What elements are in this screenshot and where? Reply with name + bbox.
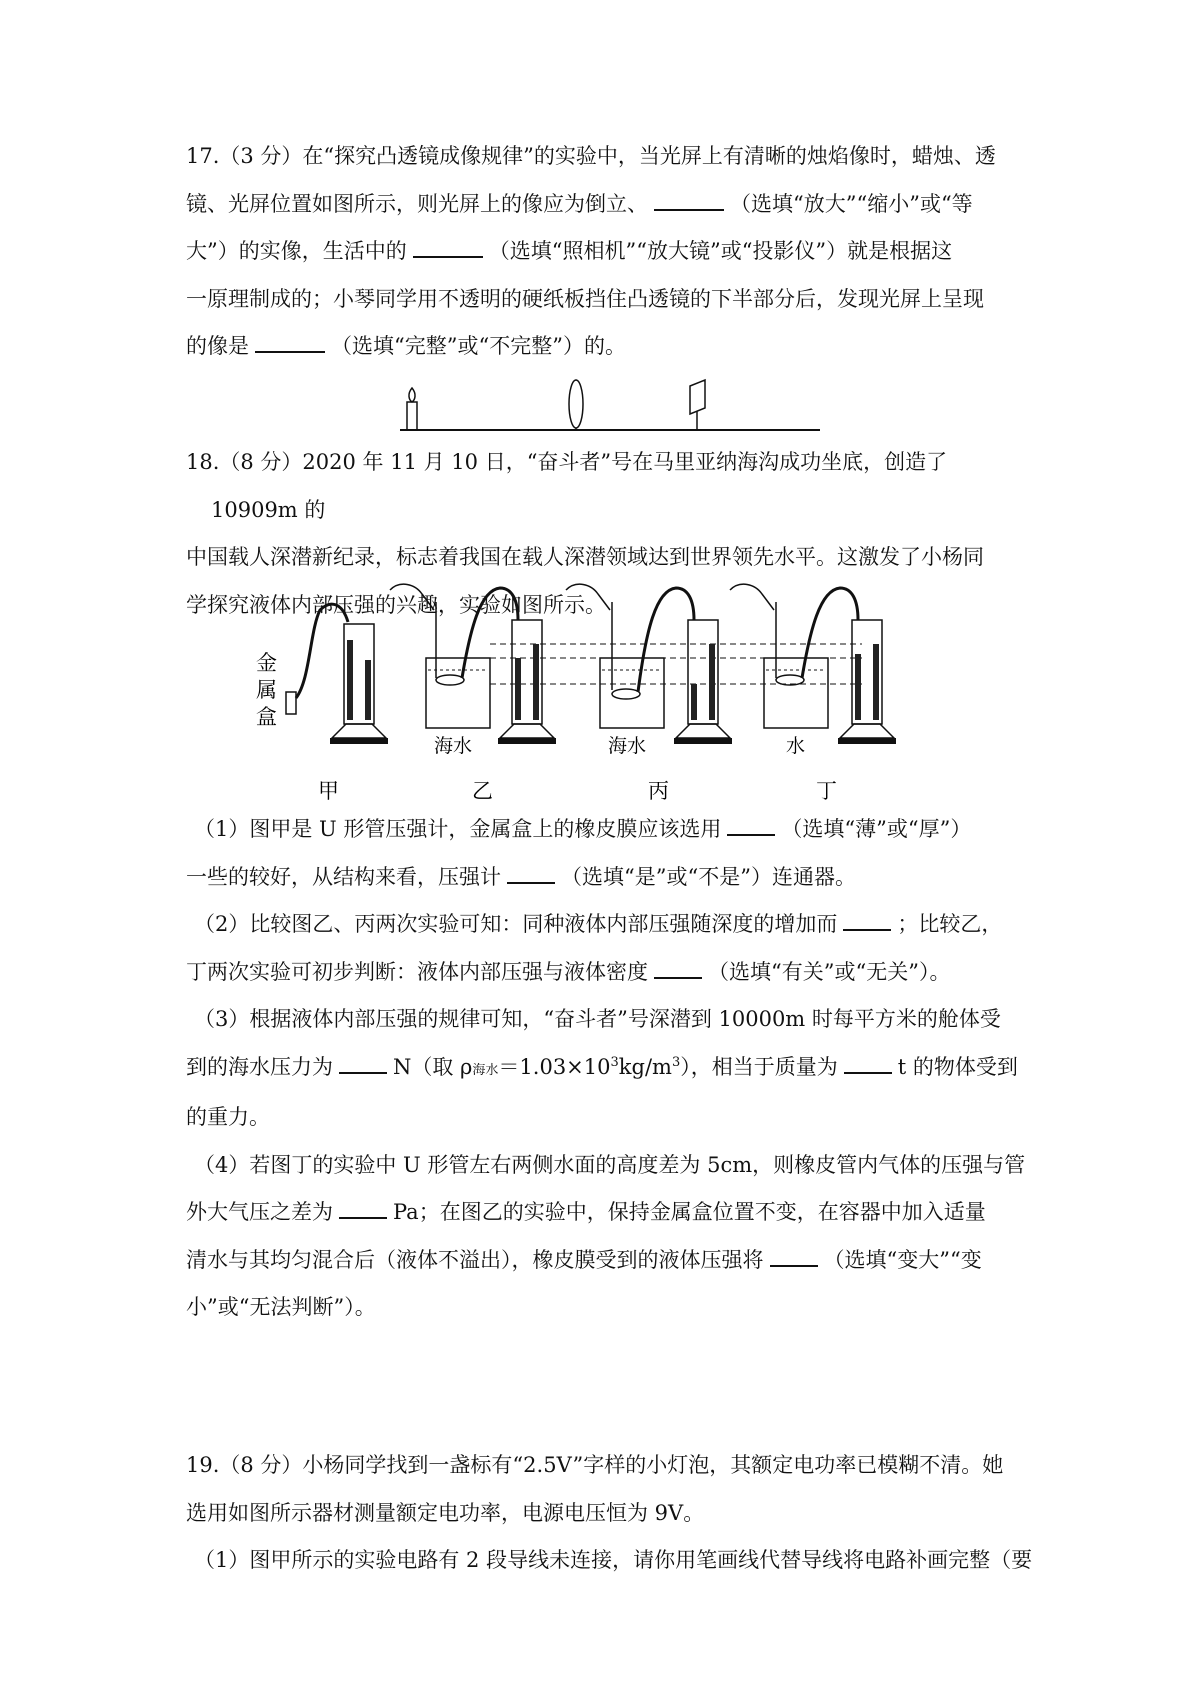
q19-line-2: 选用如图所示器材测量额定电功率，电源电压恒为 9V。: [186, 1500, 705, 1525]
q17-blank-1[interactable]: [654, 191, 724, 211]
q18-s3h: 的重力。: [186, 1105, 270, 1129]
gauge-bing: [566, 584, 732, 757]
q18-blank-3[interactable]: [843, 911, 891, 931]
figure-name-ding: 丁: [816, 779, 837, 803]
q18-blank-2[interactable]: [507, 864, 555, 884]
pressure-gauge-figure: [250, 570, 910, 810]
q17-line-3b: （选填“照相机”“放大镜”或“投影仪”）就是根据这: [488, 239, 953, 263]
q18-blank-4[interactable]: [654, 959, 702, 979]
q18-s3g: t 的物体受到: [897, 1054, 1018, 1079]
figure-name-bing: 丙: [648, 779, 669, 803]
q17-line-5a: 的像是: [186, 334, 249, 358]
q18-s1c: 一些的较好，从结构来看，压强计: [186, 864, 501, 889]
liquid-label-bing: 海水: [608, 735, 647, 757]
q18-s2a: （2）比较图乙、丙两次实验可知：同种液体内部压强随深度的增加而: [194, 912, 838, 936]
q17-line-2a: 镜、光屏位置如图所示，则光屏上的像应为倒立、: [186, 191, 648, 216]
q18-s2b: ；比较乙，: [897, 912, 1003, 936]
q18-s3c: N（取 ρ: [393, 1054, 473, 1079]
q17-line-1: 17.（3 分）在“探究凸透镜成像规律”的实验中，当光屏上有清晰的烛焰像时，蜡烛、透: [186, 144, 996, 168]
q19-line-1: 19.（8 分）小杨同学找到一盏标有“2.5V”字样的小灯泡，其额定电功率已模糊不清。她: [186, 1453, 1004, 1477]
q18-blank-7[interactable]: [339, 1199, 387, 1219]
q18-s3d: ＝1.03×10: [498, 1054, 611, 1079]
q18-line-1: 18.（8 分）2020 年 11 月 10 日，“奋斗者”号在马里亚纳海沟成功坐底，创造了 10909m 的: [186, 450, 948, 522]
q18-s1d: （选填“是”或“不是”）连通器。: [561, 864, 856, 889]
metal-box-icon: [286, 692, 296, 714]
q18-s4a: （4）若图丁的实验中 U 形管左右两侧水面的高度差为 5cm，则橡皮管内气体的压强与管: [194, 1152, 1026, 1177]
q18-blank-1[interactable]: [727, 816, 775, 836]
hand-icon: [566, 584, 610, 610]
q18-s4e: （选填“变大”“变: [823, 1247, 982, 1272]
metal-box-label-3: 盒: [256, 705, 277, 729]
q18-line-3: 学探究液体内部压强的兴趣，实验如图所示。: [186, 592, 606, 617]
liquid-label-ding: 水: [786, 735, 806, 757]
q18-line-2: 中国载人深潜新纪录，标志着我国在载人深潜领域达到世界领先水平。这激发了小杨同: [186, 545, 984, 569]
gauge-ding: [730, 584, 896, 757]
q17-blank-2[interactable]: [413, 238, 483, 258]
figure-name-yi: 乙: [472, 779, 493, 803]
q18-s1a: （1）图甲是 U 形管压强计，金属盒上的橡皮膜应该选用: [194, 817, 722, 841]
figure-name-jia: 甲: [318, 779, 339, 803]
q18-s3b: 到的海水压力为: [186, 1054, 333, 1079]
question-18-parts: [186, 806, 1036, 1332]
q17-line-4: 一原理制成的；小琴同学用不透明的硬纸板挡住凸透镜的下半部分后，发现光屏上呈现: [186, 286, 984, 311]
q17-line-3a: 大”）的实像，生活中的: [186, 239, 407, 263]
q18-s3sup: 3: [610, 1054, 619, 1070]
q18-blank-6[interactable]: [844, 1054, 892, 1074]
q18-s4c: Pa；在图乙的实验中，保持金属盒位置不变，在容器中加入适量: [393, 1200, 986, 1224]
q18-s4d: 清水与其均匀混合后（液体不溢出），橡皮膜受到的液体压强将: [186, 1247, 764, 1272]
q18-s1b: （选填“薄”或“厚”）: [781, 817, 972, 841]
q17-blank-3[interactable]: [255, 333, 325, 353]
gauge-yi: [390, 584, 556, 757]
optical-bench-figure: [400, 378, 820, 434]
q18-s2c: 丁两次实验可初步判断：液体内部压强与液体密度: [186, 959, 648, 984]
q18-blank-5[interactable]: [339, 1054, 387, 1074]
q18-s3sup2: 3: [671, 1054, 681, 1070]
question-17: [186, 133, 1036, 371]
q18-s3sub: 海水: [472, 1062, 499, 1078]
question-19: [186, 1442, 1036, 1585]
q19-line-3: （1）图甲所示的实验电路有 2 段导线未连接，请你用笔画线代替导线将电路补画完整（要: [194, 1548, 1033, 1572]
liquid-label-yi: 海水: [434, 735, 473, 757]
q18-s4f: 小”或“无法判断”）。: [186, 1295, 376, 1319]
q17-line-2b: （选填“放大”“缩小”或“等: [730, 191, 973, 216]
q18-s3e: kg/m: [618, 1054, 672, 1079]
q17-line-5b: （选填“完整”或“不完整”）的。: [331, 334, 626, 358]
q18-s2d: （选填“有关”或“无关”）。: [708, 959, 951, 984]
q18-blank-8[interactable]: [770, 1247, 818, 1267]
metal-box-label-2: 属: [256, 678, 277, 702]
light-screen-icon: [690, 380, 705, 430]
q18-s3f: ），相当于质量为: [680, 1054, 838, 1079]
hand-icon: [730, 584, 774, 610]
q18-s4b: 外大气压之差为: [186, 1200, 333, 1224]
lens-icon: [569, 380, 583, 430]
q18-s3a: （3）根据液体内部压强的规律可知，“奋斗者”号深潜到 10000m 时每平方米的舱体受: [194, 1007, 1001, 1031]
hand-icon: [390, 584, 434, 610]
gauge-jia: [256, 604, 388, 744]
candle-icon: [407, 388, 417, 430]
metal-box-label-1: 金: [256, 651, 277, 675]
